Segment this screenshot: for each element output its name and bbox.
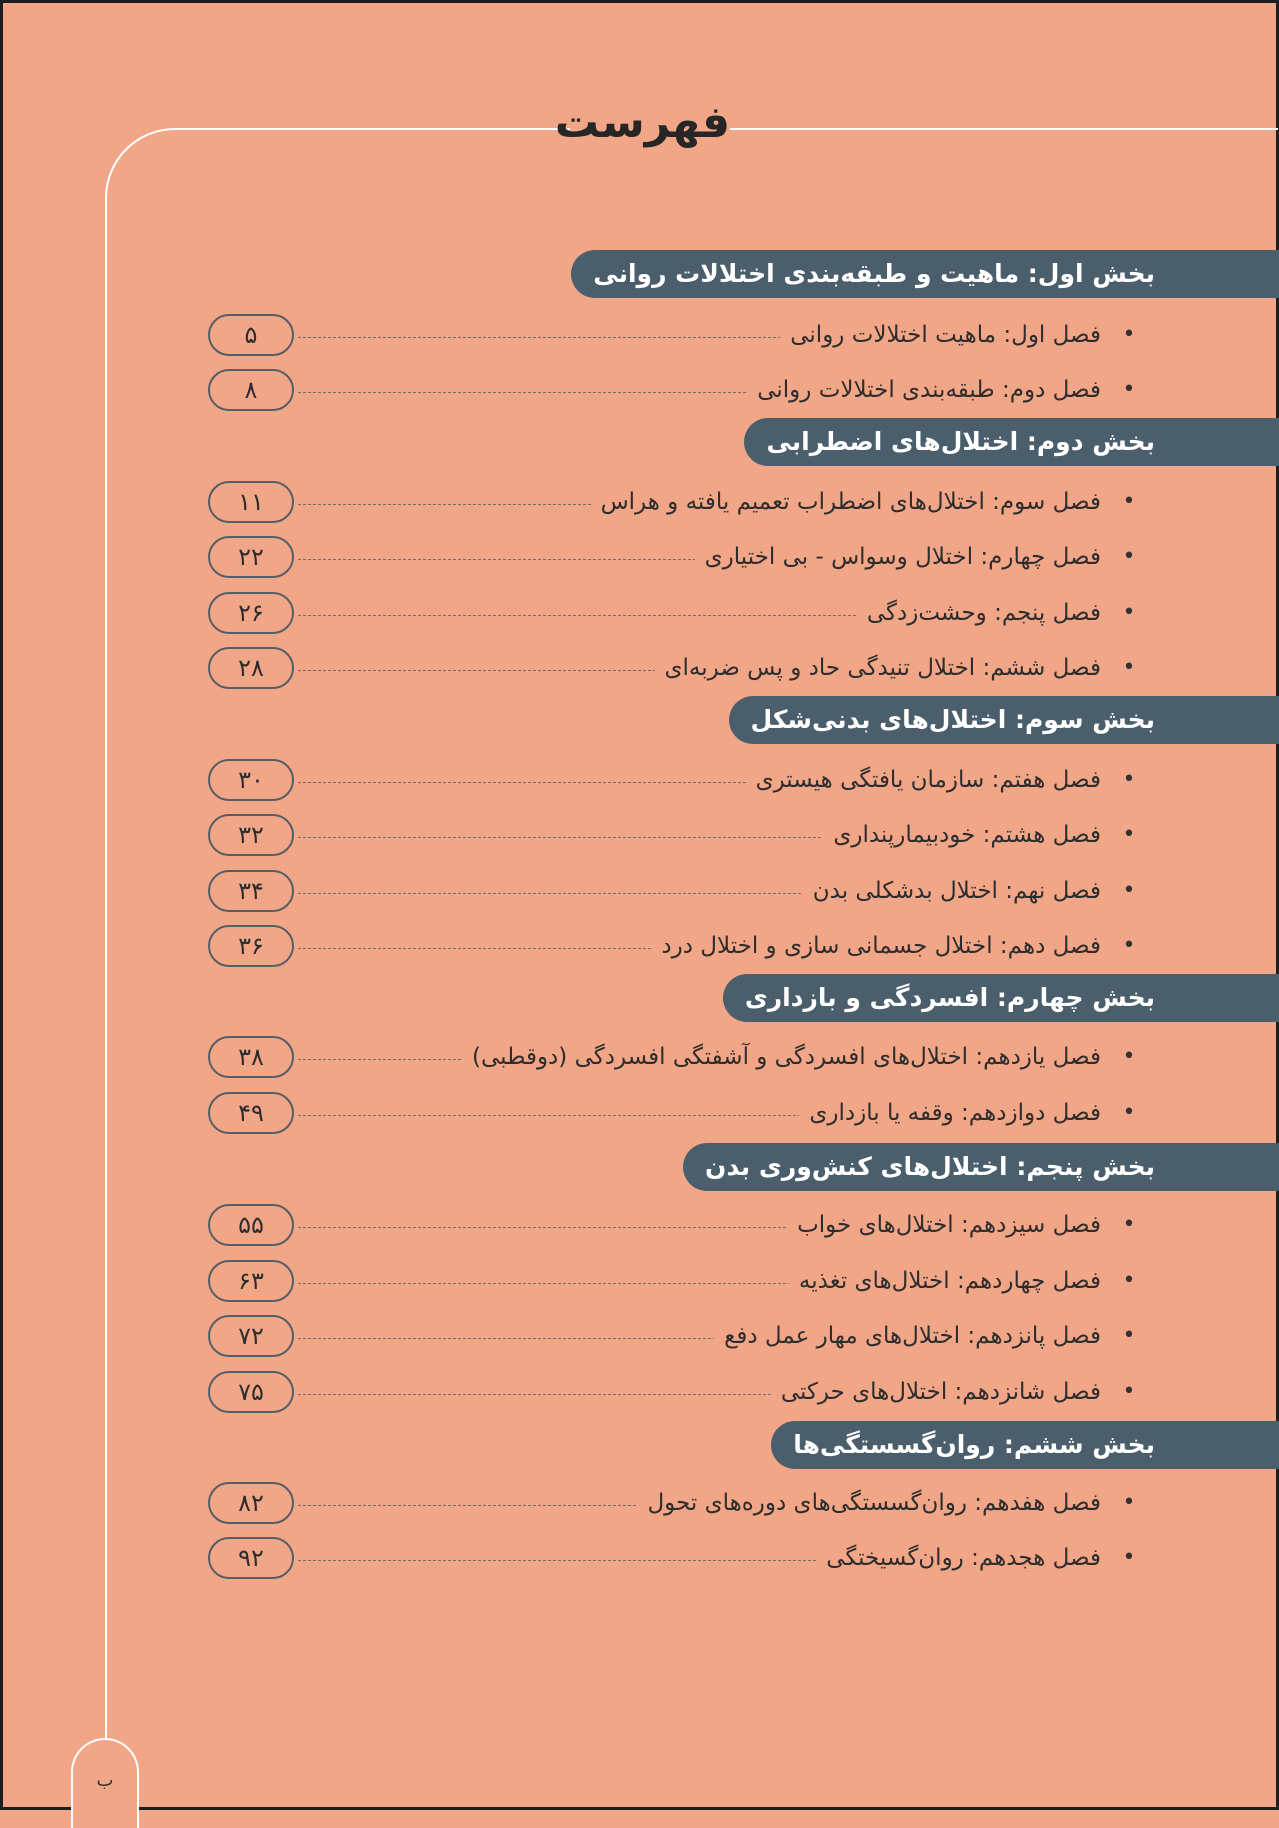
bullet-icon: •: [1122, 1490, 1136, 1515]
bullet-icon: •: [1122, 767, 1136, 792]
bullet-icon: •: [1122, 1379, 1136, 1404]
page-title: فهرست: [570, 88, 730, 158]
section-heading[interactable]: بخش دوم: اختلال‌های اضطرابی: [744, 418, 1279, 466]
bullet-icon: •: [1122, 1545, 1136, 1570]
chapter-title: فصل نهم: اختلال بدشکلی بدن: [803, 867, 1101, 915]
page-number: ۵: [208, 314, 294, 356]
toc-entry[interactable]: [208, 1257, 1139, 1305]
bullet-icon: •: [1122, 600, 1136, 625]
chapter-title: فصل ششم: اختلال تنیدگی حاد و پس ضربه‌ای: [655, 644, 1101, 692]
footer-page-tab: [71, 1738, 139, 1828]
chapter-title: فصل شانزدهم: اختلال‌های حرکتی: [771, 1368, 1101, 1416]
chapter-title: فصل دوم: طبقه‌بندی اختلالات روانی: [747, 366, 1101, 414]
toc-entry[interactable]: [208, 811, 1139, 859]
page-number: ۳۴: [208, 870, 294, 912]
page-number: ۴۹: [208, 1092, 294, 1134]
toc-entry[interactable]: [208, 644, 1139, 692]
page-number: ۲۶: [208, 592, 294, 634]
page-number: ۳۶: [208, 925, 294, 967]
section-heading[interactable]: بخش اول: ماهیت و طبقه‌بندی اختلالات روانی: [571, 250, 1279, 298]
chapter-title: فصل چهارم: اختلال وسواس - بی اختیاری: [695, 533, 1101, 581]
bullet-icon: •: [1122, 822, 1136, 847]
bullet-icon: •: [1122, 489, 1136, 514]
toc-entry[interactable]: [208, 1534, 1139, 1582]
bullet-icon: •: [1122, 933, 1136, 958]
toc-entry[interactable]: [208, 867, 1139, 915]
chapter-title: فصل سیزدهم: اختلال‌های خواب: [787, 1201, 1101, 1249]
chapter-title: فصل هفتم: سازمان یافتگی هیستری: [746, 756, 1101, 804]
toc-entry[interactable]: [208, 1312, 1139, 1360]
page-number: ۲۲: [208, 536, 294, 578]
toc-entry[interactable]: [208, 756, 1139, 804]
chapter-title: فصل هشتم: خودبیمارپنداری: [823, 811, 1101, 859]
page-number: ۳۸: [208, 1036, 294, 1078]
chapter-title: فصل هفدهم: روان‌گسستگی‌های دوره‌های تحول: [637, 1479, 1101, 1527]
page-number: ۳۲: [208, 814, 294, 856]
toc-entry[interactable]: [208, 533, 1139, 581]
page-number: ۱۱: [208, 481, 294, 523]
chapter-title: فصل هجدهم: روان‌گسیختگی: [816, 1534, 1101, 1582]
chapter-title: فصل پنجم: وحشت‌زدگی: [857, 589, 1101, 637]
page-number: ۸: [208, 369, 294, 411]
footer-page-number: ب: [96, 1770, 114, 1791]
toc-entry[interactable]: [208, 478, 1139, 526]
bullet-icon: •: [1122, 655, 1136, 680]
page-number: ۷۲: [208, 1315, 294, 1357]
chapter-title: فصل دوازدهم: وقفه یا بازداری: [799, 1089, 1101, 1137]
bullet-icon: •: [1122, 1100, 1136, 1125]
toc-entry[interactable]: [208, 1033, 1139, 1081]
page-number: ۶۳: [208, 1260, 294, 1302]
toc-entry[interactable]: [208, 311, 1139, 359]
section-heading[interactable]: بخش چهارم: افسردگی و بازداری: [723, 974, 1279, 1022]
bullet-icon: •: [1122, 322, 1136, 347]
toc-entry[interactable]: [208, 922, 1139, 970]
toc-entry[interactable]: [208, 366, 1139, 414]
bullet-icon: •: [1122, 1044, 1136, 1069]
page-number: ۷۵: [208, 1371, 294, 1413]
chapter-title: فصل اول: ماهیت اختلالات روانی: [780, 311, 1101, 359]
bullet-icon: •: [1122, 878, 1136, 903]
section-heading[interactable]: بخش ششم: روان‌گسستگی‌ها: [771, 1421, 1279, 1469]
section-heading[interactable]: بخش سوم: اختلال‌های بدنی‌شکل: [729, 696, 1279, 744]
page-number: ۵۵: [208, 1204, 294, 1246]
bullet-icon: •: [1122, 377, 1136, 402]
chapter-title: فصل دهم: اختلال جسمانی سازی و اختلال درد: [651, 922, 1101, 970]
bullet-icon: •: [1122, 544, 1136, 569]
page-number: ۲۸: [208, 647, 294, 689]
toc-entry[interactable]: [208, 1201, 1139, 1249]
bullet-icon: •: [1122, 1212, 1136, 1237]
section-heading[interactable]: بخش پنجم: اختلال‌های کنش‌وری بدن: [683, 1143, 1279, 1191]
page-number: ۳۰: [208, 759, 294, 801]
toc-entry[interactable]: [208, 1368, 1139, 1416]
page-number: ۹۲: [208, 1537, 294, 1579]
chapter-title: فصل سوم: اختلال‌های اضطراب تعمیم یافته و هراس: [591, 478, 1101, 526]
toc-entry[interactable]: [208, 1089, 1139, 1137]
chapter-title: فصل چهاردهم: اختلال‌های تغذیه: [789, 1257, 1101, 1305]
chapter-title: فصل پانزدهم: اختلال‌های مهار عمل دفع: [714, 1312, 1101, 1360]
page-number: ۸۲: [208, 1482, 294, 1524]
bullet-icon: •: [1122, 1268, 1136, 1293]
bullet-icon: •: [1122, 1323, 1136, 1348]
toc-entry[interactable]: [208, 1479, 1139, 1527]
toc-entry[interactable]: [208, 589, 1139, 637]
chapter-title: فصل یازدهم: اختلال‌های افسردگی و آشفتگی افسردگی (دوقطبی): [462, 1033, 1101, 1081]
